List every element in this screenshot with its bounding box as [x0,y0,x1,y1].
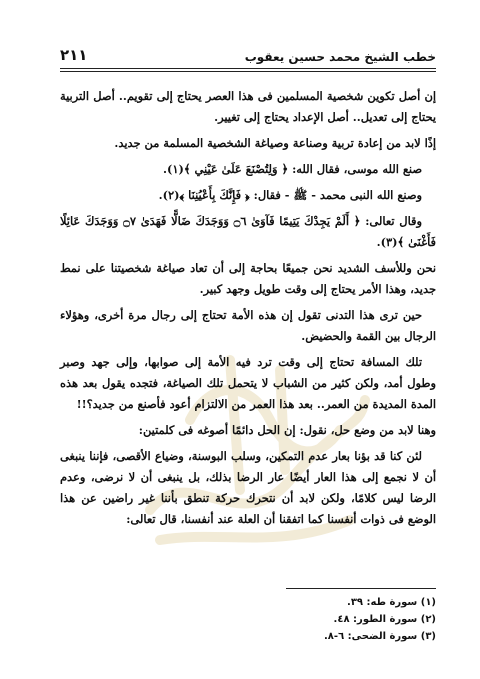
paragraph-10: لئن كنا قد بؤنا بعار عدم التمكين، وسلب البوسنة، وضياع الأقصى، فإننا ينبغى أن لا نجمع إلى هذا العار أيضًا عار الرضا بذلك، بل ينبغى أن لا نرضى، وعدم الرضا ليس كلامًا، ولكن لابد أن نتحرك حركة تنطق بأننا غير راضين عن هذا الوضع فى ذوات أنفسنا كما اتفقنا أن العلة عند أنفسنا، قال تعالى: [60,449,436,526]
footnote-3: (٣) سورة الضحى: ٦-٨. [323,631,436,642]
running-header [60,46,436,64]
paragraph-3: صنع الله موسى، فقال الله: ﴿ وَلِتُصْنَعَ عَلَىٰ عَيْنِي ﴾(١). [163,162,422,176]
paragraph-2: إذًا لابد من إعادة تربية وصناعة وصياغة الشخصية المسلمة من جديد. [114,136,436,150]
footnote-2: (٢) سورة الطور: ٤٨. [333,614,436,625]
paragraph-1: إن أصل تكوين شخصية المسلمين فى هذا العصر يحتاج إلى تقويم.. أصل التربية يحتاج إلى تعديل.. أصل الإعداد يحتاج إلى تغيير. [60,89,436,124]
paragraph-5: وقال تعالى: ﴿ أَلَمْ يَجِدْكَ يَتِيمًا فَآوَىٰ ۝٦ وَوَجَدَكَ ضَالًّا فَهَدَىٰ ۝٧ وَوَجَدَكَ عَائِلًا فَأَغْنَىٰ ﴾(٣). [60,214,436,249]
paragraph-4: وصنع الله النبى محمد - ﷺ - فقال: ﴿ فَإِنَّكَ بِأَعْيُنِنَا ﴾(٢). [158,188,422,202]
header-rule [60,68,436,72]
footnotes [60,594,436,645]
paragraph-8: تلك المسافة تحتاج إلى وقت ترد فيه الأمة إلى صوابها، وإلى جهد وصبر وطول أمد، ولكن كثير من الشباب لا يتحمل تلك الصياغة، فتجده يقول بعد هذه المدة المديدة من العمر.. بعد هذا العمر من الالتزام أعود فأصنع من جديد؟!! [60,355,436,411]
page-number: ٢١١ [60,46,88,64]
footnote-rule [286,588,436,589]
footnote-1: (١) سورة طه: ٣٩. [347,597,436,608]
paragraph-9: وهنا لابد من وضع حل، نقول: إن الحل دائمًا أصوغه فى كلمتين: [138,423,436,437]
book-title: خطب الشيخ محمد حسين يعقوب [244,50,436,64]
paragraph-6: نحن وللأسف الشديد نحن جميعًا بحاجة إلى أن تعاد صياغة شخصيتنا على نمط جديد، وهذا الأمر يحتاج إلى وقت طويل وجهد كبير. [60,261,436,296]
body-text [60,86,436,535]
paragraph-7: حين ترى هذا التدنى تقول إن هذه الأمة تحتاج إلى رجال مرة أخرى، وهؤلاء الرجال بين القمة والحضيض. [60,308,436,343]
